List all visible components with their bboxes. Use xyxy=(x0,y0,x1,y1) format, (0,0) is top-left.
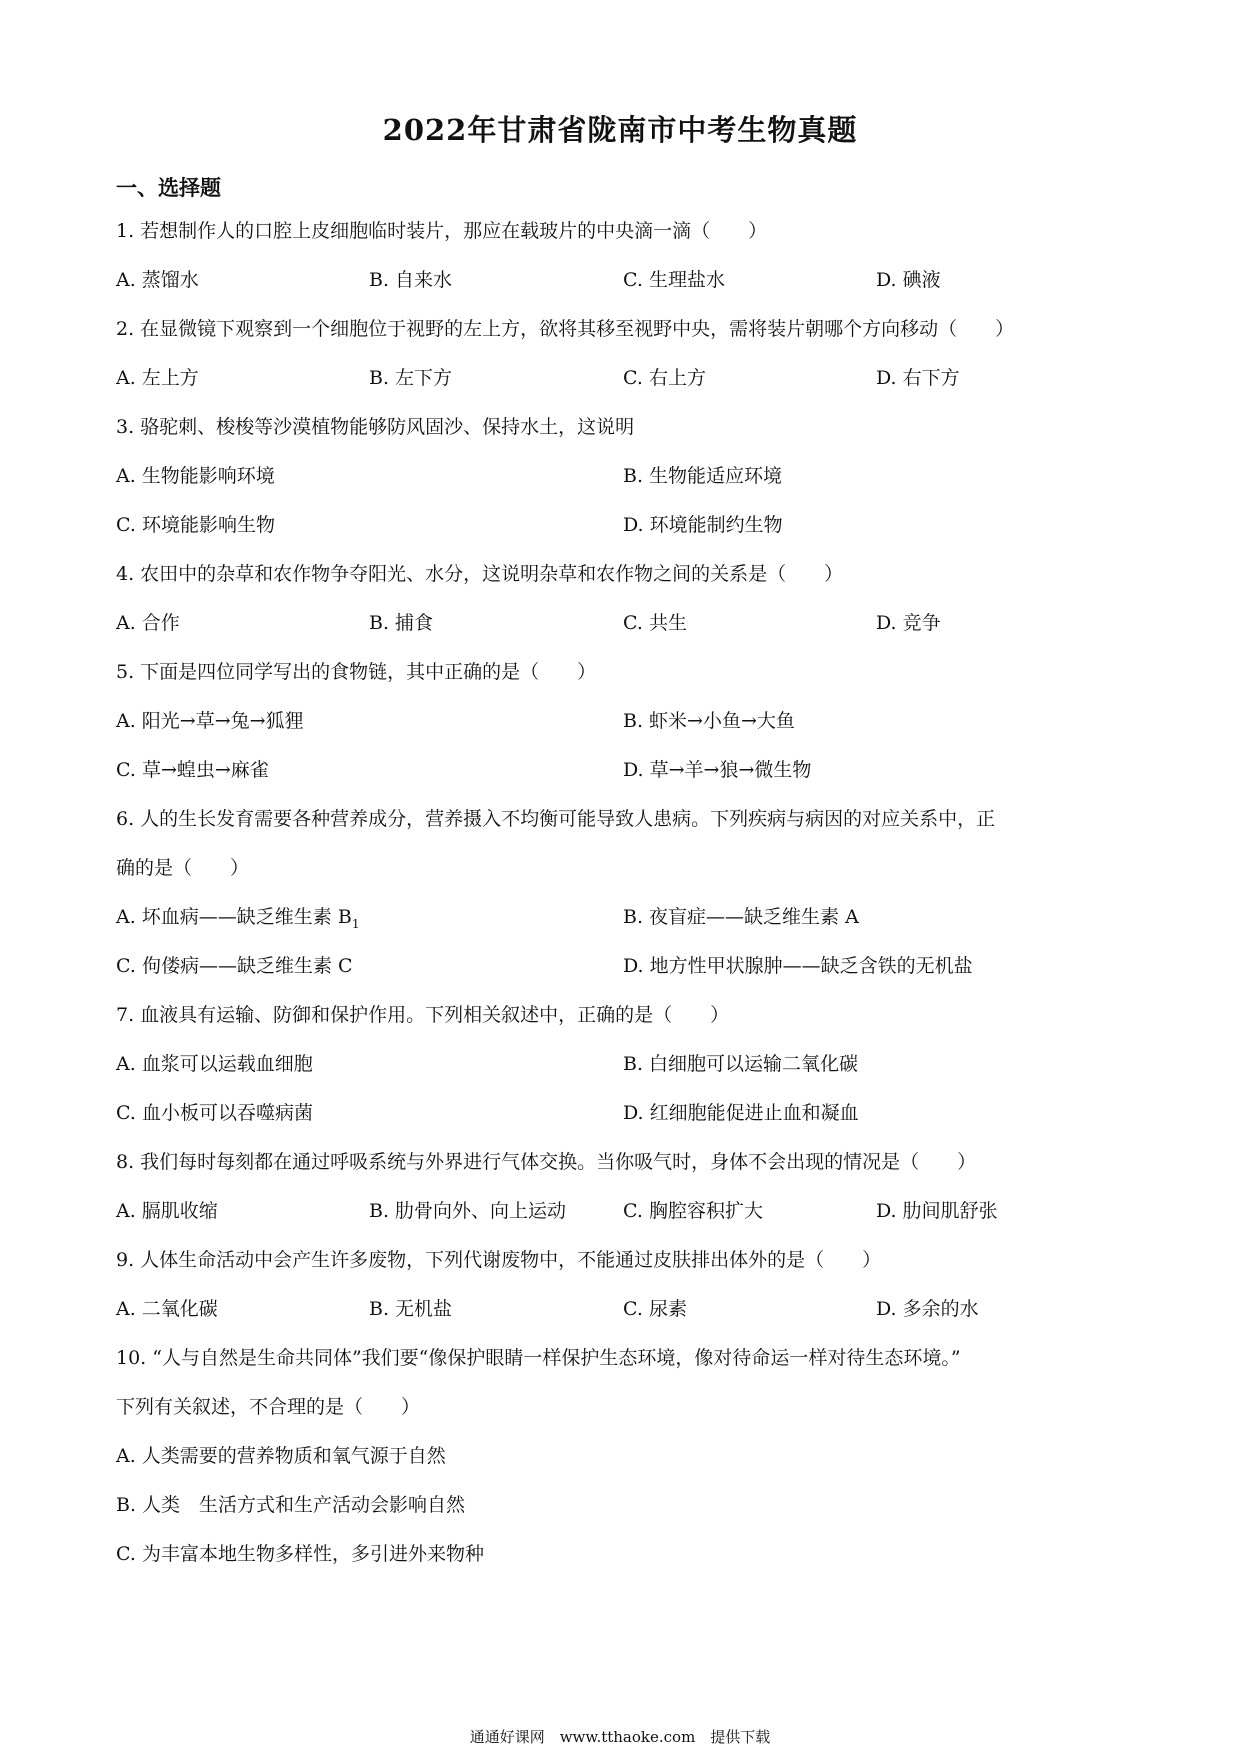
q7-option-a: A. 血浆可以运载血细胞 xyxy=(116,1053,313,1075)
q1-option-d: D. 碘液 xyxy=(876,269,941,291)
q3-option-a: A. 生物能影响环境 xyxy=(116,465,275,487)
q1-option-c: C. 生理盐水 xyxy=(623,269,725,291)
q7-option-b: B. 白细胞可以运输二氧化碳 xyxy=(623,1053,859,1075)
q6-option-c: C. 佝偻病——缺乏维生素 C xyxy=(116,955,353,977)
question-8-stem: 8. 我们每时每刻都在通过呼吸系统与外界进行气体交换。当你吸气时，身体不会出现的情况是（ ） xyxy=(116,1151,977,1173)
q6-option-b: B. 夜盲症——缺乏维生素 A xyxy=(623,906,859,928)
question-10-stem: 10. “人与自然是生命共同体”我们要“像保护眼睛一样保护生态环境，像对待命运一样对待生态环境。” xyxy=(116,1347,961,1369)
question-5-stem: 5. 下面是四位同学写出的食物链，其中正确的是（ ） xyxy=(116,661,597,683)
page-footer: 通通好课网 www.tthaoke.com 提供下载 xyxy=(469,1728,771,1746)
q2-option-c: C. 右上方 xyxy=(623,367,706,389)
question-6-stem-continued: 确的是（ ） xyxy=(116,857,250,879)
q4-option-c: C. 共生 xyxy=(623,612,687,634)
question-1-stem: 1. 若想制作人的口腔上皮细胞临时装片，那应在载玻片的中央滴一滴（ ） xyxy=(116,220,768,242)
q3-option-b: B. 生物能适应环境 xyxy=(623,465,783,487)
q10-option-b: B. 人类 生活方式和生产活动会影响自然 xyxy=(116,1494,466,1516)
q2-option-b: B. 左下方 xyxy=(369,367,453,389)
q3-option-d: D. 环境能制约生物 xyxy=(623,514,783,536)
q9-option-d: D. 多余的水 xyxy=(876,1298,979,1320)
q10-option-a: A. 人类需要的营养物质和氧气源于自然 xyxy=(116,1445,446,1467)
q10-option-c: C. 为丰富本地生物多样性，多引进外来物种 xyxy=(116,1543,484,1565)
q4-option-d: D. 竞争 xyxy=(876,612,941,634)
q5-option-b: B. 虾米→小鱼→大鱼 xyxy=(623,710,795,732)
q6-option-d: D. 地方性甲状腺肿——缺乏含铁的无机盐 xyxy=(623,955,973,977)
q4-option-b: B. 捕食 xyxy=(369,612,434,634)
q2-option-a: A. 左上方 xyxy=(116,367,199,389)
q8-option-c: C. 胸腔容积扩大 xyxy=(623,1200,763,1222)
q7-option-d: D. 红细胞能促进止血和凝血 xyxy=(623,1102,859,1124)
q6-option-a-text: A. 坏血病——缺乏维生素 B xyxy=(116,906,352,928)
q8-option-a: A. 膈肌收缩 xyxy=(116,1200,218,1222)
q5-option-d: D. 草→羊→狼→微生物 xyxy=(623,759,812,781)
q9-option-b: B. 无机盐 xyxy=(369,1298,453,1320)
question-7-stem: 7. 血液具有运输、防御和保护作用。下列相关叙述中，正确的是（ ） xyxy=(116,1004,730,1026)
q2-option-d: D. 右下方 xyxy=(876,367,960,389)
q5-option-a: A. 阳光→草→兔→狐狸 xyxy=(116,710,304,732)
page-title: 2022年甘肃省陇南市中考生物真题 xyxy=(382,113,858,147)
section-heading: 一、选择题 xyxy=(116,175,221,200)
question-10-stem-continued: 下列有关叙述，不合理的是（ ） xyxy=(116,1396,421,1418)
question-4-stem: 4. 农田中的杂草和农作物争夺阳光、水分，这说明杂草和农作物之间的关系是（ ） xyxy=(116,563,844,585)
question-2-stem: 2. 在显微镜下观察到一个细胞位于视野的左上方，欲将其移至视野中央，需将装片朝哪个方向移动（ ） xyxy=(116,318,1015,340)
q9-option-c: C. 尿素 xyxy=(623,1298,687,1320)
q1-option-b: B. 自来水 xyxy=(369,269,453,291)
q4-option-a: A. 合作 xyxy=(116,612,180,634)
q1-option-a: A. 蒸馏水 xyxy=(116,269,199,291)
q6-option-a xyxy=(116,904,359,937)
q5-option-c: C. 草→蝗虫→麻雀 xyxy=(116,759,269,781)
q6-option-a-subscript: 1 xyxy=(351,916,360,931)
question-6-stem: 6. 人的生长发育需要各种营养成分，营养摄入不均衡可能导致人患病。下列疾病与病因的对应关系中，正 xyxy=(116,808,996,830)
q8-option-d: D. 肋间肌舒张 xyxy=(876,1200,998,1222)
q9-option-a: A. 二氧化碳 xyxy=(116,1298,218,1320)
q8-option-b: B. 肋骨向外、向上运动 xyxy=(369,1200,567,1222)
question-9-stem: 9. 人体生命活动中会产生许多废物，下列代谢废物中，不能通过皮肤排出体外的是（ ） xyxy=(116,1249,882,1271)
q3-option-c: C. 环境能影响生物 xyxy=(116,514,275,536)
q7-option-c: C. 血小板可以吞噬病菌 xyxy=(116,1102,313,1124)
question-3-stem: 3. 骆驼刺、梭梭等沙漠植物能够防风固沙、保持水土，这说明 xyxy=(116,416,635,438)
